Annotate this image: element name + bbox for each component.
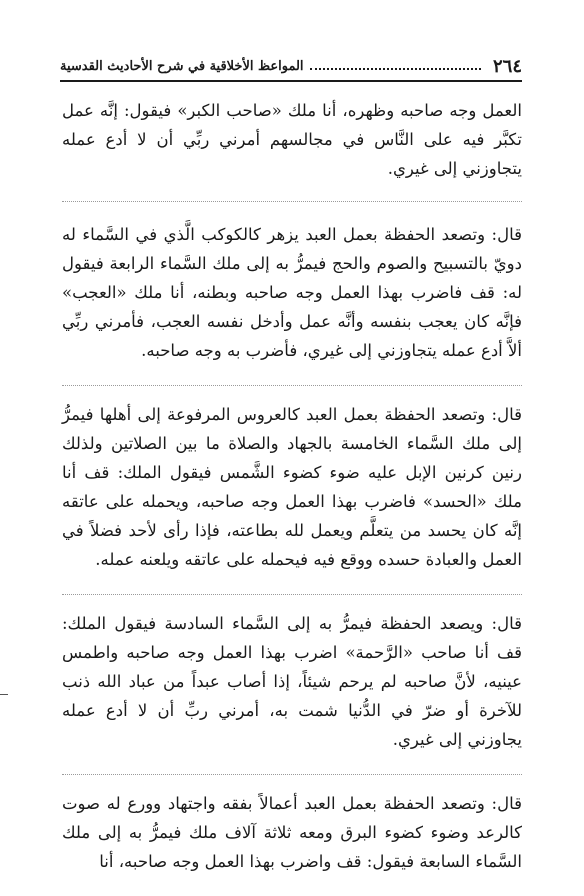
page-number: ٢٦٤ (492, 55, 522, 77)
dotted-leader (310, 62, 481, 70)
paragraph-4: قال: ويصعد الحفظة فيمرُّ به إلى السَّماء السادسة فيقول الملك: قف أنا صاحب «الرَّحمة» اضرب بهذا العمل وجه صاحبه واطمس عينيه، لأنَّ صاحبه لم يرحم شيئاً، إذا أصاب عبداً من عباد الله ذنب للآخرة أو ضرّ في الدُّنيا شمت به، أمرني ربِّ أن لا أدع عمله يجاوزني إلى غيري. (62, 614, 522, 749)
page-body (62, 96, 522, 896)
section-divider (62, 774, 522, 775)
section-divider (62, 594, 522, 595)
section-divider (62, 385, 522, 386)
running-header (60, 52, 522, 82)
margin-mark (0, 694, 8, 695)
section-divider (62, 201, 522, 202)
paragraph-5: قال: وتصعد الحفظة بعمل العبد أعمالاً بفقه واجتهاد وورع له صوت كالرعد وضوء كضوء البرق ومعه ثلاثة آلاف ملك فيمرُّ به إلى ملك السَّماء السابعة فيقول: قف واضرب بهذا العمل وجه صاحبه، أنا (62, 794, 522, 871)
book-title: المواعظ الأخلاقية في شرح الأحاديث القدسية (60, 58, 304, 74)
paragraph-2: قال: وتصعد الحفظة بعمل العبد يزهر كالكوكب الَّذي في السَّماء له دويّ بالتسبيح والصوم والحج فيمرُّ به إلى ملك السَّماء الرابعة فيقول له: قف فاضرب بهذا العمل وجه صاحبه وبطنه، أنا ملك «العجب» فإنَّه كان يعجب بنفسه وأنَّه عمل وأدخل نفسه العجب، فأمرني ربِّي ألاَّ أدع عمله يتجاوزني إلى غيري، فأضرب به وجه صاحبه. (62, 225, 522, 360)
paragraph-3: قال: وتصعد الحفظة بعمل العبد كالعروس المرفوعة إلى أهلها فيمرُّ إلى ملك السَّماء الخامسة بالجهاد والصلاة ما بين الصلاتين ولذلك رنين كرنين الإبل عليه ضوء كضوء الشَّمس فيقول الملك: قف أنا ملك «الحسد» فاضرب بهذا العمل وجه صاحبه، ويحمله على عاتقه إنَّه كان يحسد من يتعلَّم ويعمل لله بطاعته، فإذا رأى لأحد فضلاً في العمل والعبادة حسده ووقع فيه فيحمله على عاتقه ويلعنه عمله. (62, 405, 522, 569)
paragraph-1: العمل وجه صاحبه وظهره، أنا ملك «صاحب الكبر» فيقول: إنَّه عمل تكبَّر فيه على النَّاس في مجالسهم أمرني ربِّي أن لا أدع عمله يتجاوزني إلى غيري. (62, 101, 522, 178)
